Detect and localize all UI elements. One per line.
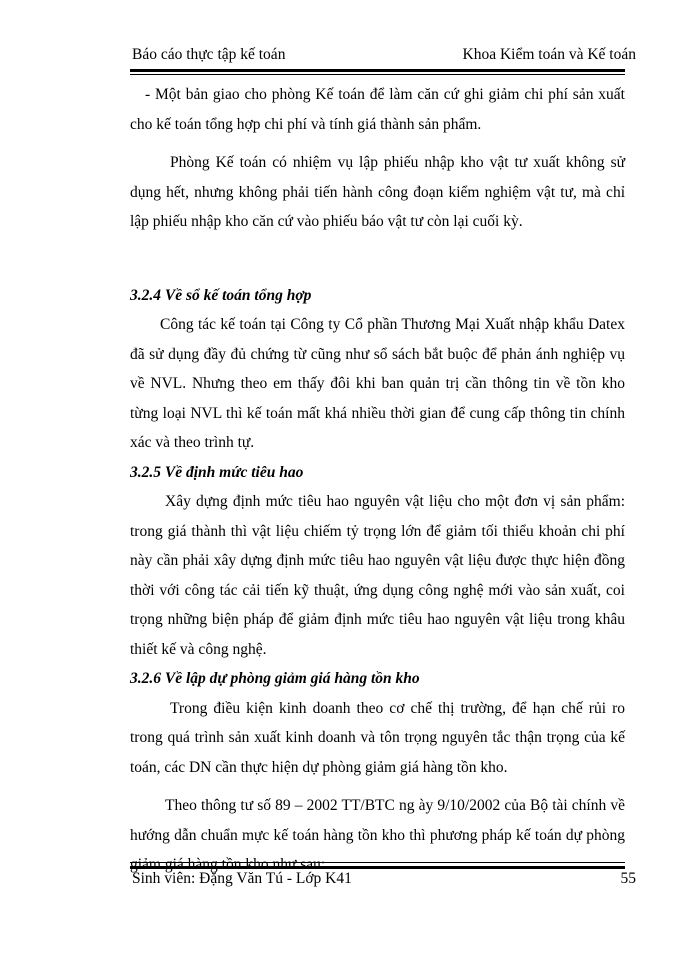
header-left: Báo cáo thực tập kế toán [132, 46, 286, 63]
footer-rule-thick [130, 866, 625, 869]
header-right: Khoa Kiểm toán và Kế toán [462, 46, 636, 63]
paragraph-2: Phòng Kế toán có nhiệm vụ lập phiếu nhập kho vật tư xuất không sử dụng hết, nhưng không phải tiến hành công đoạn kiểm nghiệm vật tư, mà chỉ lập phiếu nhập kho căn cứ vào phiếu báo vật tư còn lại cuối kỳ. [130, 154, 625, 230]
paragraph-6: Theo thông tư số 89 – 2002 TT/BTC ng ày 9/10/2002 của Bộ tài chính về hướng dẫn chuẩn mực kế toán hàng tồn kho thì phương pháp kế toán dự phòng giảm giá hàng tồn kho như sau: [130, 797, 625, 873]
paragraph-3: Công tác kế toán tại Công ty Cổ phần Thương Mại Xuất nhập khẩu Datex đã sử dụng đầy đủ chứng từ cũng như sổ sách bắt buộc để phản ánh nghiệp vụ về NVL. Nhưng theo em thấy đôi khi ban quản trị cần thông tin về tồn kho từng loại NVL thì kế toán mất khá nhiều thời gian để cung cấp thông tin chính xác và theo trình tự. [130, 316, 625, 451]
page-content [130, 80, 625, 880]
paragraph-1: - Một bản giao cho phòng Kế toán để làm căn cứ ghi giảm chi phí sản xuất cho kế toán tổng hợp chi phí và tính giá thành sản phẩm. [130, 86, 625, 133]
page-number: 55 [620, 870, 636, 887]
footer-left: Sinh viên: Đặng Văn Tú - Lớp K41 [132, 870, 352, 887]
paragraph-4: Xây dựng định mức tiêu hao nguyên vật liệu cho một đơn vị sản phẩm: trong giá thành thì vật liệu chiếm tỷ trọng lớn để giảm tối thiểu khoản chi phí này cần phải xây dựng định mức tiêu hao nguyên vật liệu được thực hiện đồng thời với công tác cải tiến kỹ thuật, ứng dụng công nghệ mới vào sản xuất, coi trọng những biện pháp để giảm định mức tiêu hao nguyên vật liệu trong khâu thiết kế và công nghệ. [130, 493, 625, 658]
section-heading-3-2-5: 3.2.5 Về định mức tiêu hao [130, 463, 304, 481]
footer-rule-thin [130, 862, 625, 863]
section-heading-3-2-6: 3.2.6 Về lập dự phòng giảm giá hàng tồn kho [130, 670, 420, 687]
section-heading-3-2-4: 3.2.4 Về sổ kế toán tổng hợp [130, 286, 312, 304]
header-rule-thin [130, 74, 625, 75]
paragraph-5: Trong điều kiện kinh doanh theo cơ chế thị trường, để hạn chế rủi ro trong quá trình sản xuất kinh doanh và tôn trọng nguyên tắc thận trọng của kế toán, các DN cần thực hiện dự phòng giảm giá hàng tồn kho. [130, 699, 625, 776]
header-rule-thick [130, 69, 625, 72]
